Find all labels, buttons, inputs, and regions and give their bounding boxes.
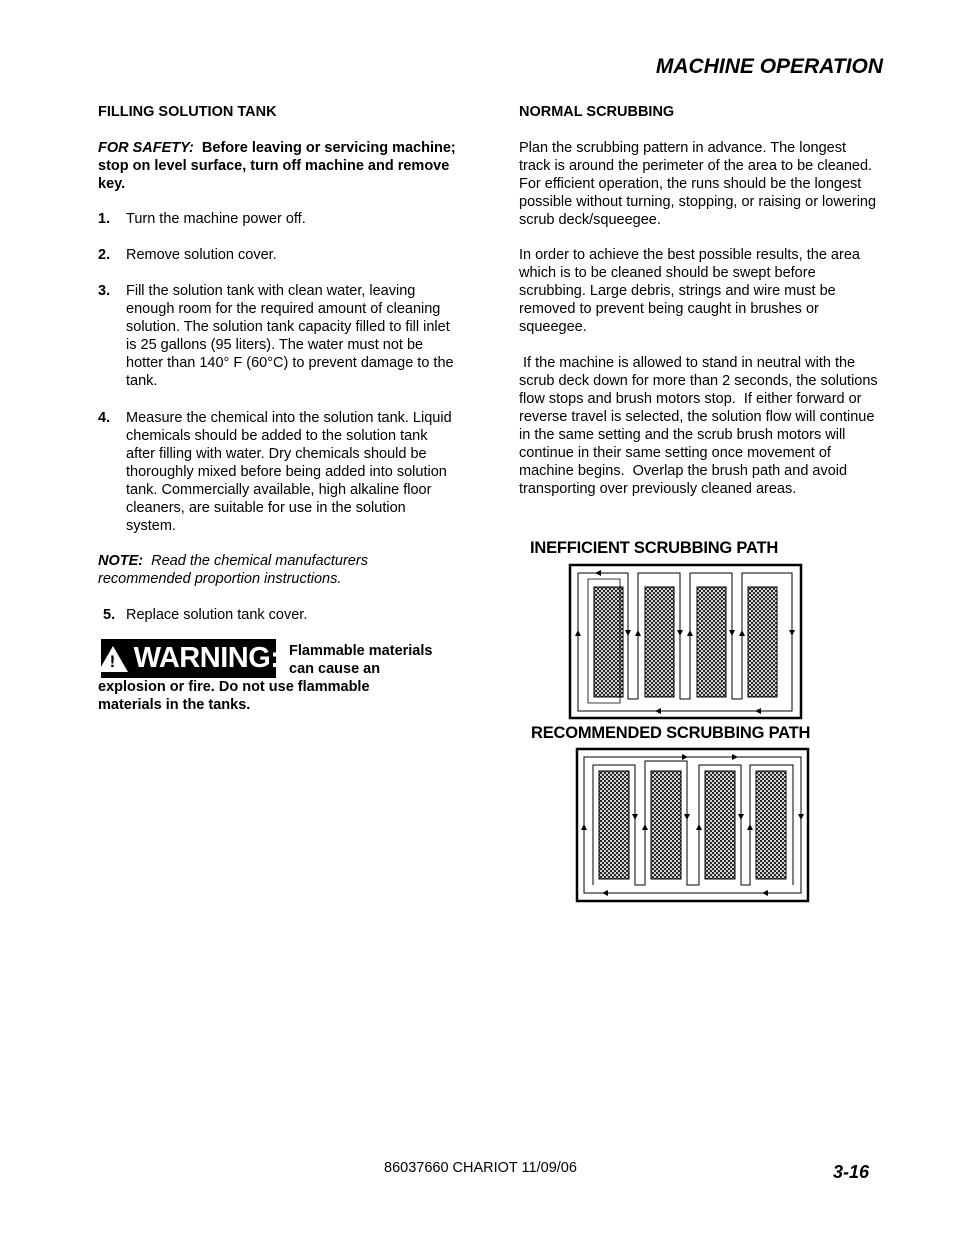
step-number: 1.	[98, 211, 111, 227]
note-text: Read the chemical manufacturers recommended proportion instructions.	[98, 553, 368, 587]
recommended-path-diagram	[575, 747, 811, 904]
step-number: 4.	[98, 410, 111, 426]
step-number: 3.	[98, 283, 111, 299]
diagram-title-recommended: RECOMMENDED SCRUBBING PATH	[531, 724, 811, 742]
warning-triangle-icon: !	[98, 646, 128, 672]
page-number: 3-16	[833, 1162, 870, 1182]
warning-text: explosion or fire. Do not use flammable materials in the tanks.	[98, 679, 370, 713]
document-id: 86037660 CHARIOT 11/09/06	[384, 1160, 577, 1176]
section-heading-scrubbing: NORMAL SCRUBBING	[519, 104, 675, 120]
warning-line-2: can cause an	[289, 661, 381, 677]
step-text: Turn the machine power off.	[126, 211, 306, 227]
section-heading-filling: FILLING SOLUTION TANK	[98, 104, 277, 120]
page-title: MACHINE OPERATION	[655, 55, 883, 78]
note-label: NOTE:	[98, 553, 144, 569]
inefficient-path-diagram	[568, 563, 804, 721]
paragraph-1: Plan the scrubbing pattern in advance. The longest track is around the perimeter of the area to be cleaned. For efficient operation, the runs should be the longest possible without turning, stopping, or raising or lowering scrub deck/squeegee.	[519, 140, 877, 228]
diagram-title-inefficient: INEFFICIENT SCRUBBING PATH	[530, 539, 779, 557]
warning-badge: ! WARNING:	[101, 639, 276, 678]
step-text: Remove solution cover.	[126, 247, 277, 263]
step-number: 5.	[103, 607, 116, 623]
safety-notice	[98, 139, 463, 193]
paragraph-2: In order to achieve the best possible results, the area which is to be cleaned should be swept before scrubbing. Large debris, strings and wire must be removed to prevent being caught in brushes or squeegee.	[519, 247, 860, 335]
paragraph-3: If the machine is allowed to stand in neutral with the scrub deck down for more than 2 seconds, the solutions flow stops and brush motors stop. If either forward or reverse travel is selected, the solution flow will continue in the same setting and the scrub brush motors will continue in their same setting once movement of machine begins. Overlap the brush path and avoid transporting over previously cleaned areas.	[519, 355, 882, 497]
step-text: Measure the chemical into the solution tank. Liquid chemicals should be added to the solution tank after filling with water. Dry chemicals should be thoroughly mixed before being added into solution tank. Commercially available, high alkaline floor cleaners, are suitable for use in the solution system.	[126, 410, 452, 534]
safety-label: FOR SAFETY:	[98, 140, 194, 156]
warning-line-1: Flammable materials	[289, 643, 433, 659]
safety-text: Before leaving or servicing machine; stop on level surface, turn off machine and remove key.	[98, 140, 456, 192]
step-text: Fill the solution tank with clean water, leaving enough room for the required amount of cleaning solution. The solution tank capacity filled to fill inlet is 25 gallons (95 liters). The water must not be hotter than 140° F (60°C) to prevent damage to the tank.	[126, 283, 454, 389]
step-number: 2.	[98, 247, 111, 263]
step-text: Replace solution tank cover.	[126, 607, 308, 623]
note	[98, 552, 418, 588]
